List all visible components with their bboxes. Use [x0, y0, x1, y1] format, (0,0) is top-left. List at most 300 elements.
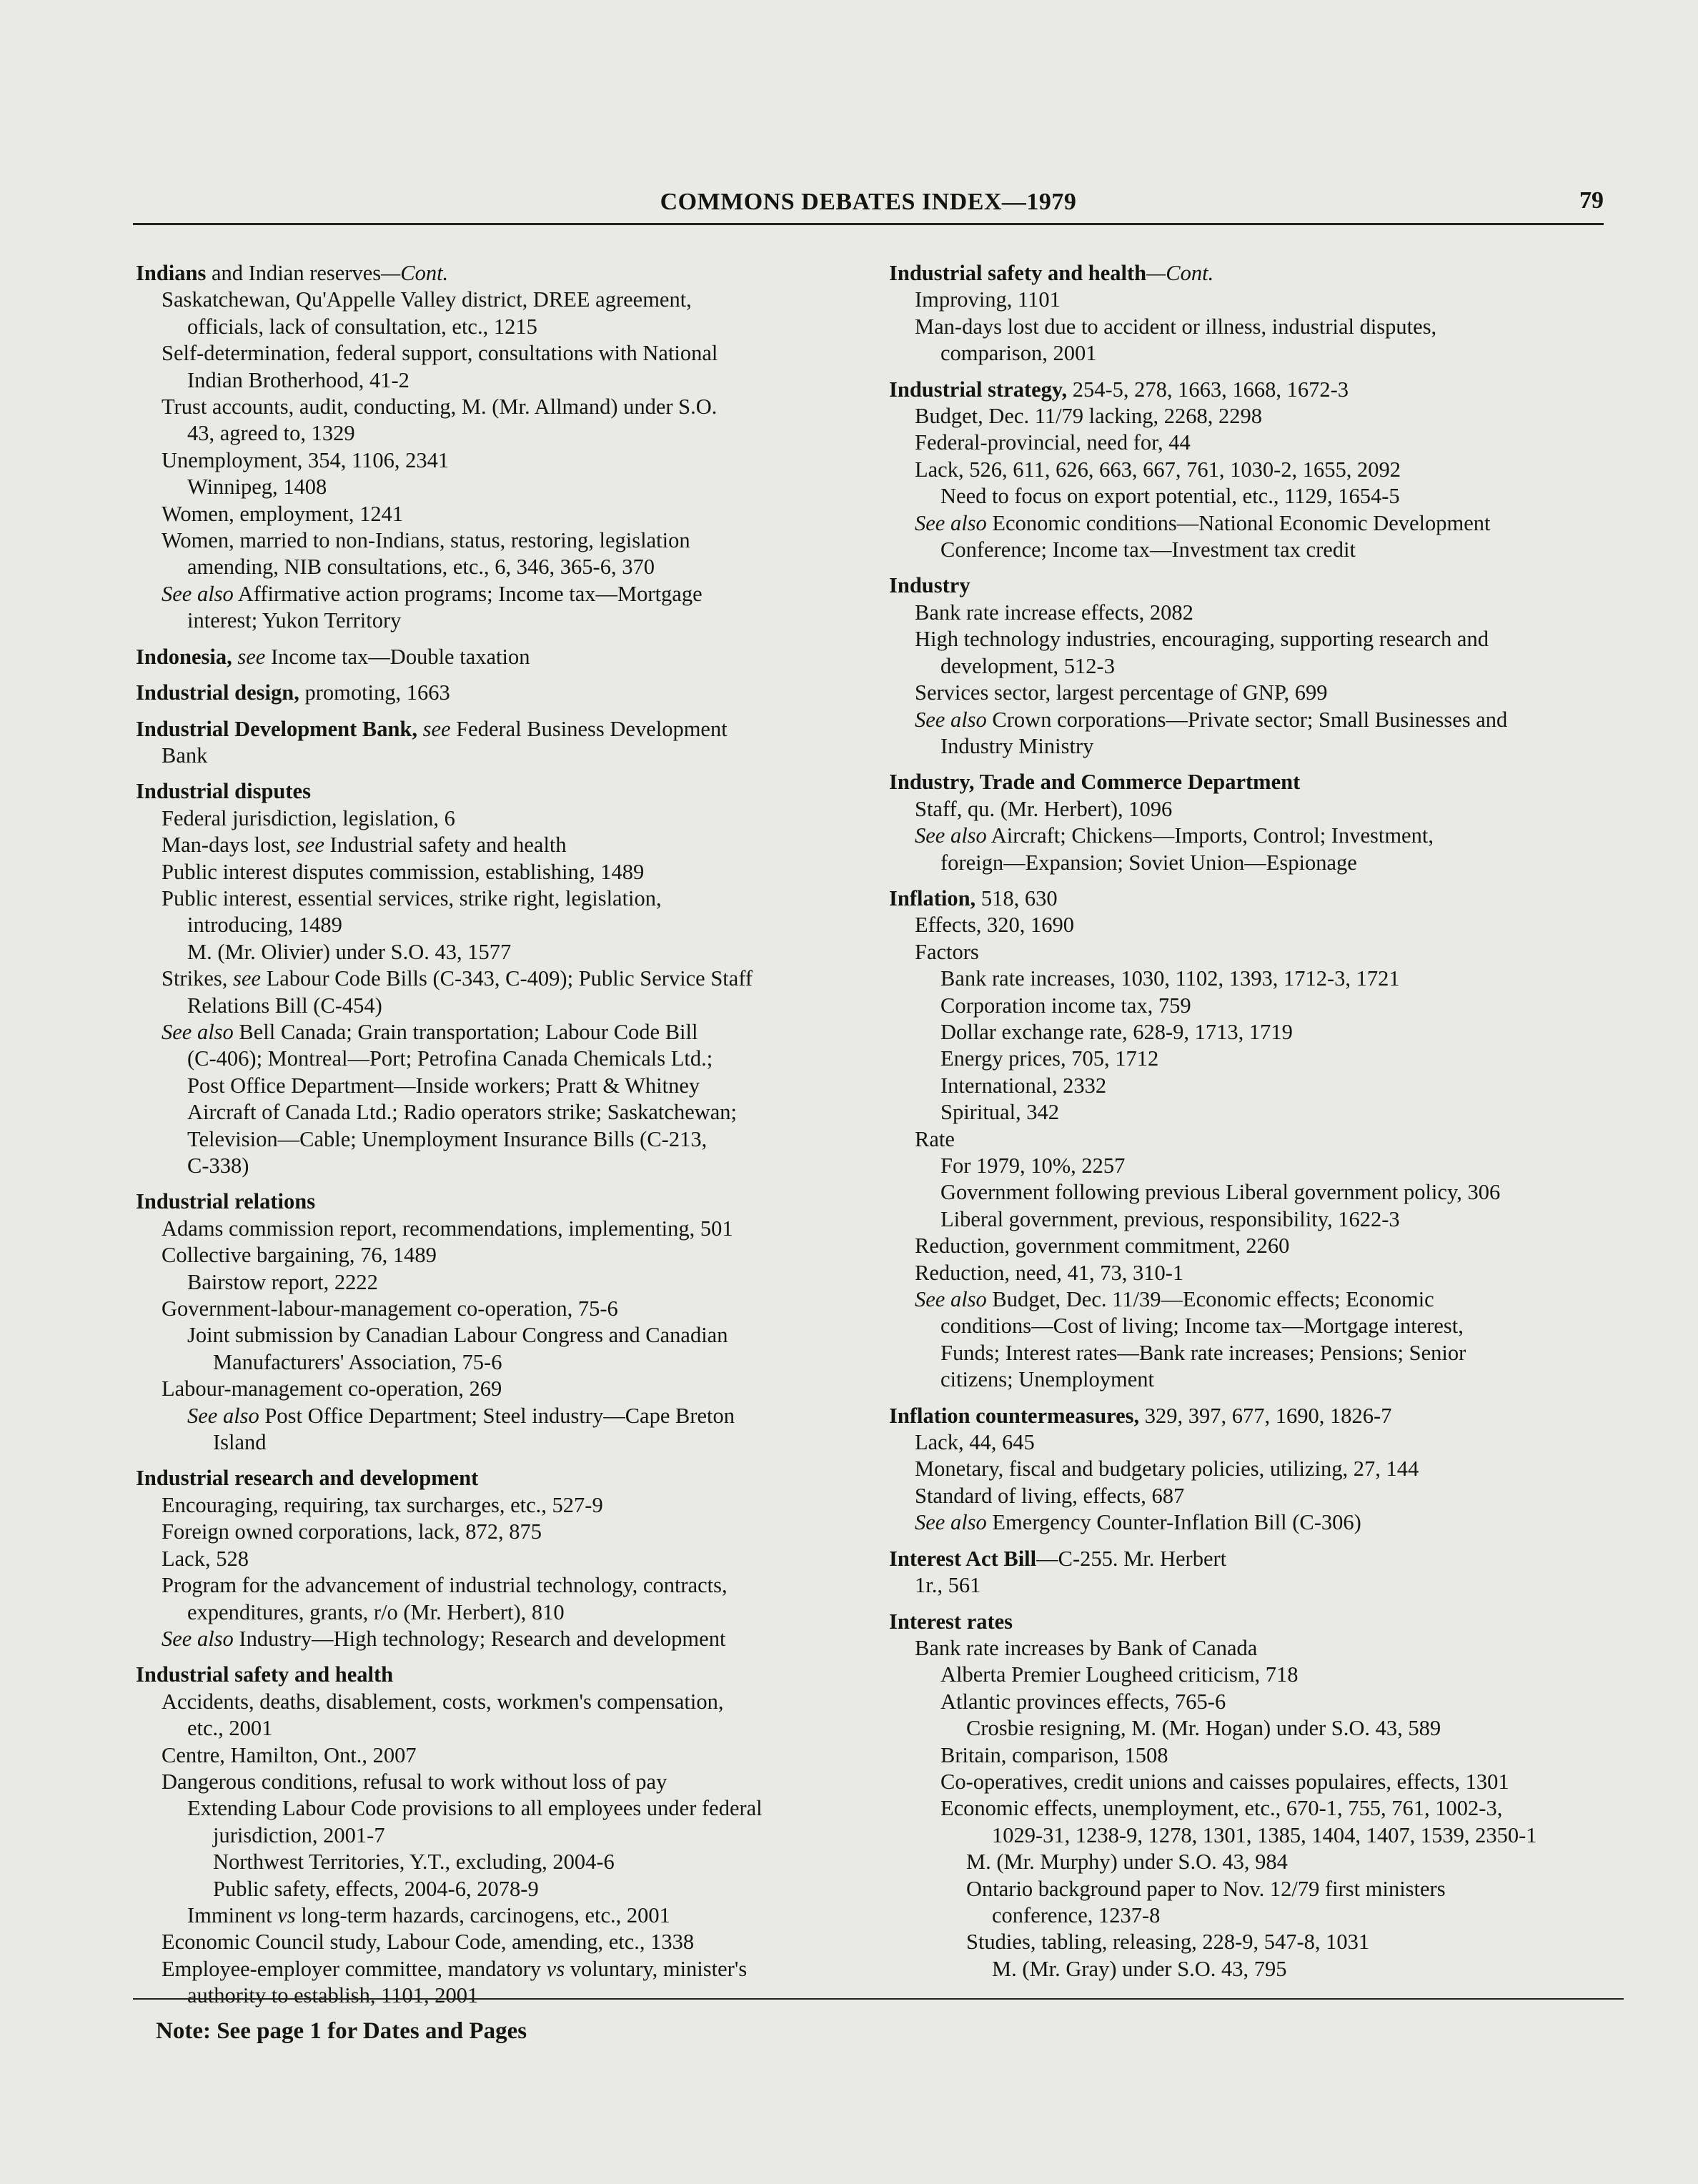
subentry-line: [136, 1349, 843, 1376]
index-entry: [889, 1609, 1614, 1983]
subentry-line: [136, 1046, 843, 1072]
subentry-line: [889, 1715, 1614, 1742]
index-entry: [136, 778, 843, 1179]
subentry-line: [889, 1822, 1614, 1849]
index-entry: [136, 1662, 843, 2009]
entry-text: Winnipeg, 1408: [187, 475, 327, 500]
index-column-left: [136, 260, 843, 2019]
entry-text: development, 512-3: [940, 653, 1115, 678]
heading-term: Industrial Development Bank,: [136, 716, 418, 741]
subentry-line: [889, 1769, 1614, 1795]
subentry-line: [889, 510, 1614, 537]
entry-text: Saskatchewan, Qu'Appelle Valley district, DREE agreement,: [162, 287, 692, 312]
entry-heading: [889, 769, 1614, 795]
subentry-line: [136, 1822, 843, 1849]
heading-term: Industrial safety and health: [889, 261, 1147, 285]
entry-text: Bank: [162, 743, 208, 768]
subentry-line: [136, 1849, 843, 1875]
entry-text: Aircraft of Canada Ltd.; Radio operators strike; Saskatchewan;: [187, 1100, 738, 1125]
subentry-line: [889, 1206, 1614, 1233]
heading-term: Industry: [889, 573, 970, 598]
subentry-line: [136, 420, 843, 447]
entry-text: Budget, Dec. 11/39—Economic effects; Economic: [986, 1287, 1434, 1312]
entry-text: Manufacturers' Association, 75-6: [213, 1349, 502, 1374]
entry-heading: [136, 1465, 843, 1491]
entry-text: 1r., 561: [915, 1573, 981, 1598]
subentry-line: [136, 1626, 843, 1652]
entry-text: Monetary, fiscal and budgetary policies, utilizing, 27, 144: [915, 1456, 1419, 1481]
subentry-line: [889, 1902, 1614, 1929]
subentry-line: [889, 1340, 1614, 1366]
entry-text: Employee-employer committee, mandatory: [162, 1956, 547, 1981]
entry-text: Reduction, government commitment, 2260: [915, 1234, 1290, 1259]
entry-text: Dangerous conditions, refusal to work without loss of pay: [162, 1769, 667, 1794]
subentry-line: [136, 581, 843, 607]
entry-text: Economic Council study, Labour Code, amending, etc., 1338: [162, 1930, 695, 1955]
subentry-line: [136, 912, 843, 938]
subentry-line: [889, 733, 1614, 760]
entry-text: Imminent: [187, 1902, 278, 1927]
entry-text: Relations Bill (C-454): [187, 993, 382, 1018]
entry-text: Aircraft; Chickens—Imports, Control; Investment,: [986, 823, 1434, 848]
subentry-line: [889, 1849, 1614, 1875]
subentry-line: [136, 1546, 843, 1572]
entry-text: See also: [915, 707, 987, 732]
index-entry: [136, 260, 843, 635]
subentry-line: [136, 474, 843, 500]
entry-text: 43, agreed to, 1329: [187, 421, 355, 446]
subentry-line: [889, 1456, 1614, 1482]
heading-term: Industrial disputes: [136, 779, 311, 804]
index-entry: [136, 1188, 843, 1456]
index-column-right: [889, 260, 1614, 1992]
entry-text: Corporation income tax, 759: [940, 993, 1191, 1018]
subentry-line: [889, 1509, 1614, 1536]
subentry-line: [889, 1429, 1614, 1456]
entry-text: Women, married to non-Indians, status, restoring, legislation: [162, 528, 690, 553]
entry-text: Standard of living, effects, 687: [915, 1483, 1185, 1508]
entry-text: Centre, Hamilton, Ont., 2007: [162, 1742, 417, 1767]
subentry-line: [136, 832, 843, 858]
subentry-line: [136, 1073, 843, 1099]
index-entry: [136, 644, 843, 670]
entry-text: voluntary, minister's: [565, 1956, 748, 1981]
subentry-line: [889, 1635, 1614, 1662]
subentry-line: [136, 367, 843, 394]
entry-text: Collective bargaining, 76, 1489: [162, 1243, 437, 1268]
entry-text: introducing, 1489: [187, 913, 342, 938]
subentry-line: [136, 1376, 843, 1402]
entry-text: Emergency Counter-Inflation Bill (C-306): [986, 1510, 1361, 1535]
subentry-line: [889, 1260, 1614, 1286]
entry-text: Island: [213, 1430, 267, 1455]
entry-text: promoting, 1663: [299, 680, 450, 705]
index-entry: [136, 716, 843, 770]
subentry-line: [889, 1795, 1614, 1822]
subentry-line: [889, 340, 1614, 367]
entry-text: Crown corporations—Private sector; Small Businesses and: [986, 707, 1508, 732]
subentry-line: [889, 850, 1614, 876]
entry-text: See also: [915, 1510, 987, 1535]
entry-text: vs: [277, 1902, 296, 1927]
entry-text: Joint submission by Canadian Labour Congress and Canadian: [187, 1323, 728, 1348]
entry-text: International, 2332: [940, 1073, 1107, 1098]
entry-text: —Cont.: [381, 261, 449, 285]
subentry-line: [889, 1366, 1614, 1393]
subentry-line: [889, 314, 1614, 340]
subentry-line: [136, 501, 843, 527]
entry-text: Program for the advancement of industrial technology, contracts,: [162, 1573, 728, 1598]
entry-text: foreign—Expansion; Soviet Union—Espionage: [940, 850, 1357, 875]
subentry-line: [136, 993, 843, 1019]
entry-text: Effects, 320, 1690: [915, 913, 1075, 938]
entry-text: Industry Ministry: [940, 733, 1094, 758]
entry-text: jurisdiction, 2001-7: [213, 1822, 385, 1847]
entry-heading: [136, 260, 843, 287]
entry-text: see: [296, 833, 324, 858]
subentry-line: [889, 1956, 1614, 1982]
entry-text: Federal-provincial, need for, 44: [915, 430, 1191, 455]
entry-heading: [136, 1662, 843, 1688]
entry-text: Conference; Income tax—Investment tax credit: [940, 537, 1356, 562]
entry-text: Energy prices, 705, 1712: [940, 1046, 1159, 1071]
subentry-line: [136, 1492, 843, 1519]
subentry-line: [136, 1153, 843, 1179]
entry-text: Trust accounts, audit, conducting, M. (Mr. Allmand) under S.O.: [162, 394, 718, 420]
entry-text: Public interest disputes commission, establishing, 1489: [162, 859, 645, 884]
subentry-line: [136, 1519, 843, 1545]
index-entry: [889, 769, 1614, 876]
subentry-line: [136, 939, 843, 966]
entry-heading: [136, 778, 843, 805]
entry-text: See also: [162, 1626, 234, 1651]
subentry-line: [136, 1429, 843, 1456]
heading-term: Interest Act Bill: [889, 1546, 1037, 1571]
footer-divider: [133, 1998, 1624, 2000]
entry-text: long-term hazards, carcinogens, etc., 2001: [295, 1902, 670, 1927]
index-entry: [889, 377, 1614, 564]
subentry-line: [889, 1286, 1614, 1313]
entry-text: Unemployment, 354, 1106, 2341: [162, 447, 450, 472]
entry-heading: [889, 377, 1614, 403]
entry-text: Women, employment, 1241: [162, 501, 404, 526]
entry-text: See also: [915, 510, 987, 535]
entry-text: Improving, 1101: [915, 287, 1061, 312]
entry-text: Need to focus on export potential, etc., 1129, 1654-5: [940, 484, 1400, 509]
entry-text: Ontario background paper to Nov. 12/79 first ministers: [966, 1876, 1446, 1901]
entry-text: etc., 2001: [187, 1716, 273, 1741]
subentry-line: [889, 796, 1614, 823]
entry-text: Co-operatives, credit unions and caisses populaires, effects, 1301: [940, 1769, 1509, 1794]
entry-text: See also: [162, 581, 234, 606]
subentry-line: [136, 1403, 843, 1429]
entry-text: amending, NIB consultations, etc., 6, 346, 365-6, 370: [187, 555, 655, 580]
entry-text: Studies, tabling, releasing, 228-9, 547-8, 1031: [966, 1930, 1370, 1955]
subentry-line: [136, 527, 843, 554]
subentry-line: [136, 447, 843, 474]
subentry-line: [136, 340, 843, 367]
entry-text: (C-406); Montreal—Port; Petrofina Canada Chemicals Ltd.;: [187, 1046, 713, 1071]
subentry-line: [136, 1216, 843, 1242]
entry-text: Funds; Interest rates—Bank rate increases; Pensions; Senior: [940, 1340, 1466, 1365]
heading-term: Industry, Trade and Commerce Department: [889, 770, 1301, 795]
entry-text: —C-255. Mr. Herbert: [1036, 1546, 1227, 1571]
page-number: 79: [1579, 187, 1604, 214]
subentry-line: [889, 1742, 1614, 1769]
heading-term: Indians: [136, 261, 207, 285]
subentry-line: [136, 1599, 843, 1626]
heading-term: Industrial research and development: [136, 1466, 479, 1491]
subentry-line: [889, 1073, 1614, 1099]
subentry-line: [889, 653, 1614, 680]
entry-text: expenditures, grants, r/o (Mr. Herbert), 810: [187, 1599, 565, 1624]
subentry-line: [889, 1046, 1614, 1072]
entry-heading: [889, 1609, 1614, 1635]
entry-text: 518, 630: [975, 885, 1058, 910]
entry-text: see: [232, 966, 261, 991]
entry-text: M. (Mr. Murphy) under S.O. 43, 984: [966, 1850, 1288, 1875]
subentry-line: [889, 912, 1614, 938]
entry-text: See also: [162, 1019, 234, 1044]
entry-text: [417, 717, 423, 741]
entry-text: Lack, 44, 645: [915, 1430, 1035, 1455]
page-header: [133, 187, 1604, 225]
entry-text: Liberal government, previous, responsibility, 1622-3: [940, 1206, 1400, 1231]
entry-text: and Indian reserves: [206, 261, 382, 285]
subentry-line: [889, 1126, 1614, 1153]
entry-heading: [889, 260, 1614, 287]
subentry-line: [136, 1242, 843, 1269]
entry-text: Crosbie resigning, M. (Mr. Hogan) under S.O. 43, 589: [966, 1716, 1441, 1741]
entry-text: Accidents, deaths, disablement, costs, workmen's compensation,: [162, 1689, 724, 1714]
heading-term: Industrial relations: [136, 1189, 316, 1214]
entry-text: —Cont.: [1146, 261, 1214, 285]
entry-text: Federal Business Development: [450, 716, 728, 741]
entry-text: conditions—Cost of living; Income tax—Mortgage interest,: [940, 1314, 1464, 1339]
entry-text: 254-5, 278, 1663, 1668, 1672-3: [1067, 377, 1349, 402]
entry-heading: [136, 680, 843, 706]
subentry-line: [889, 626, 1614, 652]
subentry-line: [136, 1296, 843, 1322]
entry-heading: [889, 1546, 1614, 1572]
subentry-line: [889, 457, 1614, 483]
entry-text: Rate: [915, 1126, 955, 1151]
subentry-line: [889, 1153, 1614, 1179]
subentry-line: [136, 394, 843, 420]
entry-text: Economic effects, unemployment, etc., 670-1, 755, 761, 1002-3,: [940, 1796, 1503, 1821]
entry-text: Atlantic provinces effects, 765-6: [940, 1689, 1226, 1714]
entry-text: Spiritual, 342: [940, 1100, 1060, 1125]
heading-term: Industrial safety and health: [136, 1662, 394, 1687]
subentry-line: [889, 537, 1614, 563]
subentry-line: [136, 607, 843, 634]
index-entry: [889, 1546, 1614, 1599]
subentry-line: [889, 600, 1614, 626]
entry-text: Economic conditions—National Economic Development: [986, 510, 1491, 535]
index-entry: [136, 680, 843, 706]
subentry-line: [136, 859, 843, 885]
entry-heading: [889, 1403, 1614, 1429]
index-entry: [136, 1465, 843, 1652]
subentry-line: [136, 1715, 843, 1742]
entry-text: Factors: [915, 939, 979, 964]
entry-text: Bell Canada; Grain transportation; Labour Code Bill: [233, 1019, 698, 1044]
entry-text: Bank rate increases by Bank of Canada: [915, 1635, 1258, 1660]
subentry-line: [889, 1689, 1614, 1715]
subentry-line: [136, 1269, 843, 1296]
subentry-line: [889, 483, 1614, 510]
subentry-line: [889, 707, 1614, 733]
entry-text: Self-determination, federal support, consultations with National: [162, 341, 718, 366]
entry-heading: [136, 716, 843, 743]
entry-text: Alberta Premier Lougheed criticism, 718: [940, 1662, 1299, 1687]
entry-text: Bairstow report, 2222: [187, 1269, 378, 1294]
subentry-line: [136, 1795, 843, 1822]
entry-text: Bank rate increases, 1030, 1102, 1393, 1712-3, 1721: [940, 966, 1400, 991]
subentry-line: [889, 939, 1614, 966]
entry-text: Post Office Department; Steel industry—Cape Breton: [259, 1403, 735, 1428]
subentry-line: [136, 1019, 843, 1046]
heading-term: Interest rates: [889, 1609, 1013, 1634]
subentry-line: [889, 993, 1614, 1019]
subentry-line: [136, 966, 843, 992]
heading-term: Inflation,: [889, 885, 976, 910]
subentry-line: [136, 1956, 843, 1982]
subentry-line: [889, 1313, 1614, 1339]
subentry-line: [889, 1572, 1614, 1599]
entry-text: Staff, qu. (Mr. Herbert), 1096: [915, 796, 1173, 821]
subentry-line: [136, 1982, 843, 2009]
entry-heading: [136, 1188, 843, 1215]
subentry-line: [889, 430, 1614, 456]
subentry-line: [136, 743, 843, 769]
entry-text: Bank rate increase effects, 2082: [915, 600, 1193, 625]
subentry-line: [136, 1322, 843, 1349]
entry-text: citizens; Unemployment: [940, 1367, 1154, 1392]
index-entry: [889, 572, 1614, 760]
subentry-line: [889, 823, 1614, 849]
subentry-line: [136, 287, 843, 313]
entry-text: authority to establish, 1101, 2001: [187, 1983, 479, 2008]
subentry-line: [136, 1769, 843, 1795]
entry-text: Strikes,: [162, 966, 233, 991]
entry-text: Government-labour-management co-operation, 75-6: [162, 1296, 618, 1321]
subentry-line: [889, 1929, 1614, 1955]
entry-text: C-338): [187, 1153, 249, 1178]
heading-term: Indonesia,: [136, 644, 232, 669]
entry-text: Government following previous Liberal government policy, 306: [940, 1180, 1501, 1205]
subentry-line: [136, 1902, 843, 1929]
entry-text: officials, lack of consultation, etc., 1215: [187, 314, 537, 339]
subentry-line: [889, 1099, 1614, 1126]
entry-text: For 1979, 10%, 2257: [940, 1153, 1126, 1178]
entry-text: See also: [915, 823, 987, 848]
entry-text: Public interest, essential services, strike right, legislation,: [162, 885, 662, 910]
entry-text: Lack, 528: [162, 1546, 249, 1571]
subentry-line: [889, 1483, 1614, 1509]
entry-text: Extending Labour Code provisions to all employees under federal: [187, 1796, 763, 1821]
entry-text: Indian Brotherhood, 41-2: [187, 367, 409, 392]
entry-text: Budget, Dec. 11/79 lacking, 2268, 2298: [915, 404, 1262, 429]
entry-text: Federal jurisdiction, legislation, 6: [162, 805, 455, 830]
entry-text: Industry—High technology; Research and development: [233, 1626, 726, 1651]
subentry-line: [136, 1572, 843, 1599]
subentry-line: [136, 885, 843, 912]
entry-text: 329, 397, 677, 1690, 1826-7: [1139, 1403, 1392, 1428]
entry-text: Britain, comparison, 1508: [940, 1742, 1168, 1767]
entry-text: Northwest Territories, Y.T., excluding, 2004-6: [213, 1850, 615, 1875]
subentry-line: [136, 554, 843, 580]
subentry-line: [889, 1233, 1614, 1259]
subentry-line: [136, 805, 843, 832]
subentry-line: [889, 680, 1614, 706]
entry-text: Man-days lost,: [162, 833, 297, 858]
subentry-line: [889, 403, 1614, 430]
index-entry: [889, 260, 1614, 367]
entry-text: High technology industries, encouraging, supporting research and: [915, 627, 1489, 652]
page-title: COMMONS DEBATES INDEX—1979: [660, 189, 1077, 215]
entry-text: see: [422, 716, 451, 741]
subentry-line: [889, 1179, 1614, 1206]
subentry-line: [889, 287, 1614, 313]
subentry-line: [136, 1742, 843, 1769]
subentry-line: [136, 1929, 843, 1955]
subentry-line: [136, 1099, 843, 1126]
entry-text: Post Office Department—Inside workers; Pratt & Whitney: [187, 1073, 700, 1098]
entry-text: Lack, 526, 611, 626, 663, 667, 761, 1030-2, 1655, 2092: [915, 457, 1401, 482]
entry-text: Income tax—Double taxation: [265, 644, 530, 669]
entry-text: conference, 1237-8: [992, 1902, 1161, 1927]
entry-text: Television—Cable; Unemployment Insurance Bills (C-213,: [187, 1126, 708, 1151]
entry-heading: [136, 644, 843, 670]
heading-term: Inflation countermeasures,: [889, 1403, 1140, 1428]
index-entry: [889, 885, 1614, 1394]
entry-text: See also: [187, 1403, 259, 1428]
subentry-line: [889, 966, 1614, 992]
subentry-line: [889, 1876, 1614, 1902]
entry-text: Encouraging, requiring, tax surcharges, etc., 527-9: [162, 1492, 603, 1517]
subentry-line: [136, 1876, 843, 1902]
subentry-line: [889, 1662, 1614, 1688]
entry-text: interest; Yukon Territory: [187, 608, 402, 633]
subentry-line: [136, 1126, 843, 1153]
entry-text: Labour Code Bills (C-343, C-409); Public Service Staff: [260, 966, 753, 991]
entry-heading: [889, 572, 1614, 599]
subentry-line: [136, 314, 843, 340]
entry-text: Dollar exchange rate, 628-9, 1713, 1719: [940, 1019, 1293, 1044]
entry-text: Reduction, need, 41, 73, 310-1: [915, 1260, 1184, 1285]
footer-note: Note: See page 1 for Dates and Pages: [156, 2018, 527, 2044]
heading-term: Industrial design,: [136, 680, 299, 705]
entry-heading: [889, 885, 1614, 912]
entry-text: Foreign owned corporations, lack, 872, 875: [162, 1519, 542, 1544]
entry-text: Affirmative action programs; Income tax—Mortgage: [233, 581, 702, 606]
entry-text: comparison, 2001: [940, 341, 1097, 366]
entry-text: Services sector, largest percentage of GNP, 699: [915, 680, 1328, 705]
entry-text: Adams commission report, recommendations, implementing, 501: [162, 1216, 733, 1241]
entry-text: Man-days lost due to accident or illness, industrial disputes,: [915, 314, 1437, 339]
subentry-line: [136, 1689, 843, 1715]
heading-term: Industrial strategy,: [889, 377, 1068, 402]
entry-text: See also: [915, 1287, 987, 1312]
entry-text: see: [237, 644, 266, 669]
entry-text: vs: [546, 1956, 565, 1981]
entry-text: M. (Mr. Gray) under S.O. 43, 795: [992, 1956, 1287, 1981]
entry-text: 1029-31, 1238-9, 1278, 1301, 1385, 1404, 1407, 1539, 2350-1: [992, 1822, 1537, 1847]
entry-text: M. (Mr. Olivier) under S.O. 43, 1577: [187, 939, 512, 964]
entry-text: Public safety, effects, 2004-6, 2078-9: [213, 1876, 539, 1901]
subentry-line: [889, 1019, 1614, 1046]
